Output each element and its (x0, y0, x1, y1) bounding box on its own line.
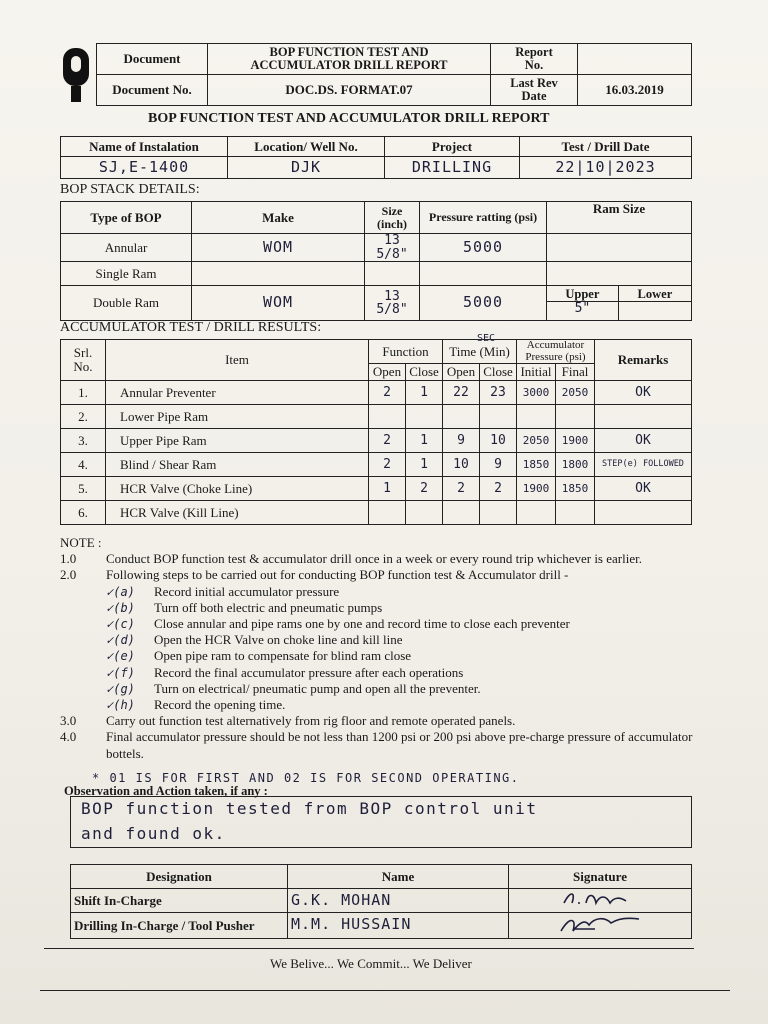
acc-func-open: 2 (369, 429, 406, 453)
info-location-value: DJK (228, 157, 385, 179)
document-title-line2: ACCUMULATOR DRILL REPORT (250, 58, 448, 72)
acc-time-open: 10 (443, 453, 480, 477)
note-number: 3.0 (60, 713, 77, 729)
last-rev-label-line2: Date (521, 89, 547, 103)
note-step (60, 697, 700, 713)
bop-row-pressure: 5000 (420, 234, 547, 262)
acc-final: 1850 (556, 477, 595, 501)
acc-func-open: 2 (369, 453, 406, 477)
acc-header-item: Item (106, 340, 369, 381)
document-title-line1: BOP FUNCTION TEST AND (269, 44, 429, 59)
step-letter: ✓(b) (106, 600, 135, 615)
acc-srl: 6. (61, 501, 106, 525)
observation-line1: BOP function tested from BOP control unit (81, 799, 538, 818)
acc-final: 1800 (556, 453, 595, 477)
acc-remarks: OK (595, 381, 692, 405)
note-text: Carry out function test alternatively from rig floor and remote operated panels. (106, 713, 516, 729)
step-letter: ✓(c) (106, 617, 135, 632)
bop-stack-table (60, 201, 692, 321)
signoff-header-name: Name (288, 865, 509, 889)
acc-remarks: OK (595, 429, 692, 453)
acc-remarks (595, 501, 692, 525)
table-row (71, 889, 692, 913)
note-item (60, 567, 700, 583)
bop-row-type: Single Ram (61, 262, 192, 286)
last-rev-label (491, 75, 578, 106)
note-step (60, 632, 700, 648)
acc-header-time-close: Close (480, 364, 517, 381)
report-no-label (491, 44, 578, 75)
info-table (60, 136, 692, 179)
acc-initial: 3000 (517, 381, 556, 405)
note-number: 1.0 (60, 551, 77, 567)
info-project-value: DRILLING (385, 157, 520, 179)
acc-final (556, 405, 595, 429)
acc-srl: 3. (61, 429, 106, 453)
acc-func-close: 1 (406, 429, 443, 453)
note-step (60, 600, 700, 616)
acc-item: Annular Preventer (106, 381, 369, 405)
acc-func-close (406, 405, 443, 429)
main-title: BOP FUNCTION TEST AND ACCUMULATOR DRILL REPORT (148, 111, 550, 126)
step-text: Record initial accumulator pressure (154, 583, 340, 599)
acc-header-func-open: Open (369, 364, 406, 381)
acc-header-time-open: Open (443, 364, 480, 381)
acc-time-close: 10 (480, 429, 517, 453)
note-number: 4.0 (60, 729, 77, 745)
bop-header-pressure: Pressure ratting (psi) (420, 202, 547, 234)
bop-row-type: Double Ram (61, 286, 192, 321)
bop-row-ram-size (547, 234, 692, 262)
logo-mark-icon (60, 46, 92, 104)
note-item (60, 729, 700, 761)
acc-time-open: 2 (443, 477, 480, 501)
table-row (61, 477, 692, 501)
acc-item: Blind / Shear Ram (106, 453, 369, 477)
bottom-edge-rule (40, 990, 730, 991)
acc-time-open (443, 501, 480, 525)
table-row (71, 913, 692, 939)
note-text: Conduct BOP function test & accumulator drill once in a week or every round trip whichever is earlier. (106, 551, 642, 567)
acc-time-open: 22 (443, 381, 480, 405)
footer-slogan: We Belive... We Commit... We Deliver (270, 956, 472, 971)
acc-func-open: 2 (369, 381, 406, 405)
step-text: Close annular and pipe rams one by one and record time to close each preventer (154, 616, 570, 632)
acc-final: 1900 (556, 429, 595, 453)
signoff-name: G.K. MOHAN (288, 889, 509, 913)
ram-upper-value: 5" (574, 301, 591, 317)
info-installation-value: SJ,E-1400 (61, 157, 228, 179)
note-text: Final accumulator pressure should be not less than 1200 psi or 200 psi above pre-charge pressure of accumulator bottels. (106, 729, 693, 761)
acc-func-close (406, 501, 443, 525)
last-rev-label-line1: Last Rev (510, 75, 558, 90)
step-letter: ✓(e) (106, 649, 135, 664)
step-text: Turn on electrical/ pneumatic pump and open all the preventer. (154, 680, 481, 696)
acc-srl: 2. (61, 405, 106, 429)
acc-srl: 1. (61, 381, 106, 405)
observation-label: Observation and Action taken, if any : (64, 784, 268, 798)
note-step (60, 616, 700, 632)
info-header-date: Test / Drill Date (520, 137, 692, 157)
acc-time-close (480, 501, 517, 525)
acc-item: Upper Pipe Ram (106, 429, 369, 453)
company-logo (60, 46, 92, 104)
acc-remarks: STEP(e) FOLLOWED (595, 453, 692, 477)
acc-func-close: 2 (406, 477, 443, 501)
note-item (60, 713, 700, 729)
signoff-designation: Shift In-Charge (71, 889, 288, 913)
ram-upper-label: Upper (547, 288, 618, 302)
bop-row-type: Annular (61, 234, 192, 262)
signoff-header-designation: Designation (71, 865, 288, 889)
acc-func-close: 1 (406, 453, 443, 477)
acc-header-function: Function (369, 340, 443, 364)
bop-row-size (365, 262, 420, 286)
note-step (60, 665, 700, 681)
acc-func-open (369, 501, 406, 525)
document-no-value: DOC.DS. FORMAT.07 (208, 75, 491, 106)
note-step (60, 584, 700, 600)
signoff-name: M.M. HUSSAIN (288, 913, 509, 939)
step-letter: ✓(g) (106, 681, 135, 696)
bop-header-type: Type of BOP (61, 202, 192, 234)
acc-initial (517, 405, 556, 429)
table-row (61, 453, 692, 477)
step-text: Record the final accumulator pressure after each operations (154, 664, 464, 680)
bop-header-ram-size: Ram Size (547, 202, 692, 234)
handwritten-note: * 01 IS FOR FIRST AND 02 IS FOR SECOND OPERATING. (92, 771, 520, 785)
ram-lower-value (619, 302, 691, 318)
footer-rule (44, 948, 694, 949)
acc-srl: 5. (61, 477, 106, 501)
document-label: Document (97, 44, 208, 75)
info-header-project: Project (385, 137, 520, 157)
signature-mark-icon (560, 889, 640, 909)
observation-line2: and found ok. (81, 824, 226, 843)
header-table (96, 43, 692, 106)
acc-header-srl: Srl. No. (61, 340, 106, 381)
document-title (208, 44, 491, 75)
bop-row-size: 13 5/8" (365, 234, 420, 262)
last-rev-value: 16.03.2019 (578, 75, 692, 106)
acc-header-func-close: Close (406, 364, 443, 381)
step-text: Open the HCR Valve on choke line and kill line (154, 632, 403, 648)
acc-final: 2050 (556, 381, 595, 405)
ram-lower-label: Lower (619, 288, 691, 302)
acc-header-final: Final (556, 364, 595, 381)
acc-initial: 1900 (517, 477, 556, 501)
signature-cell (509, 889, 692, 913)
bop-row-pressure: 5000 (420, 286, 547, 321)
acc-remarks (595, 405, 692, 429)
acc-time-close: 23 (480, 381, 517, 405)
table-row (61, 501, 692, 525)
bop-stack-section-title: BOP STACK DETAILS: (60, 182, 200, 197)
bop-row-size: 13 5/8" (365, 286, 420, 321)
acc-item: HCR Valve (Kill Line) (106, 501, 369, 525)
bop-header-size: Size (inch) (365, 202, 420, 234)
acc-func-open: 1 (369, 477, 406, 501)
bop-row-pressure (420, 262, 547, 286)
accumulator-section-title: ACCUMULATOR TEST / DRILL RESULTS: (60, 320, 322, 335)
acc-header-time-note: SEC (477, 333, 496, 344)
step-letter: ✓(a) (106, 584, 135, 599)
report-no-label-line2: No. (524, 58, 544, 72)
acc-time-open (443, 405, 480, 429)
signature-cell (509, 913, 692, 939)
accumulator-table (60, 333, 692, 525)
step-letter: ✓(d) (106, 633, 135, 648)
acc-header-remarks: Remarks (595, 340, 692, 381)
info-header-installation: Name of Instalation (61, 137, 228, 157)
acc-time-close: 9 (480, 453, 517, 477)
acc-srl: 4. (61, 453, 106, 477)
acc-header-time-label: Time (Min) (449, 343, 510, 359)
table-row (61, 429, 692, 453)
bop-header-make: Make (192, 202, 365, 234)
acc-initial: 2050 (517, 429, 556, 453)
bop-row-ram-size (547, 262, 692, 286)
acc-item: Lower Pipe Ram (106, 405, 369, 429)
acc-func-open (369, 405, 406, 429)
note-step (60, 681, 700, 697)
info-date-value: 22|10|2023 (520, 157, 692, 179)
bop-row-make: WOM (192, 286, 365, 321)
note-text: Following steps to be carried out for conducting BOP function test & Accumulator drill - (106, 567, 569, 583)
acc-time-close (480, 405, 517, 429)
acc-func-close: 1 (406, 381, 443, 405)
signoff-header-signature: Signature (509, 865, 692, 889)
acc-header-time (443, 333, 517, 364)
document-no-label: Document No. (97, 75, 208, 106)
bop-row-make: WOM (192, 234, 365, 262)
note-step (60, 648, 700, 664)
ram-upper-cell (547, 286, 619, 321)
acc-header-initial: Initial (517, 364, 556, 381)
notes-title: NOTE : (60, 535, 102, 550)
info-header-location: Location/ Well No. (228, 137, 385, 157)
observation-box (70, 796, 692, 848)
acc-item: HCR Valve (Choke Line) (106, 477, 369, 501)
acc-remarks: OK (595, 477, 692, 501)
signoff-designation: Drilling In-Charge / Tool Pusher (71, 913, 288, 939)
note-number: 2.0 (60, 567, 77, 583)
step-text: Open pipe ram to compensate for blind ram close (154, 648, 412, 664)
report-no-value (578, 44, 692, 75)
report-no-label-line1: Report (515, 44, 553, 59)
table-row (61, 381, 692, 405)
acc-header-pressure: Accumulator Pressure (psi) (517, 340, 595, 364)
notes-section (60, 535, 700, 762)
acc-final (556, 501, 595, 525)
signoff-table (70, 864, 692, 939)
table-row (61, 405, 692, 429)
acc-time-close: 2 (480, 477, 517, 501)
step-letter: ✓(f) (106, 665, 135, 680)
step-letter: ✓(h) (106, 698, 135, 713)
step-text: Turn off both electric and pneumatic pumps (154, 599, 383, 615)
ram-lower-cell (618, 286, 691, 321)
acc-time-open: 9 (443, 429, 480, 453)
signature-mark-icon (555, 913, 645, 935)
bop-row-make (192, 262, 365, 286)
step-text: Record the opening time. (154, 697, 286, 713)
acc-initial: 1850 (517, 453, 556, 477)
acc-initial (517, 501, 556, 525)
note-item (60, 551, 700, 567)
